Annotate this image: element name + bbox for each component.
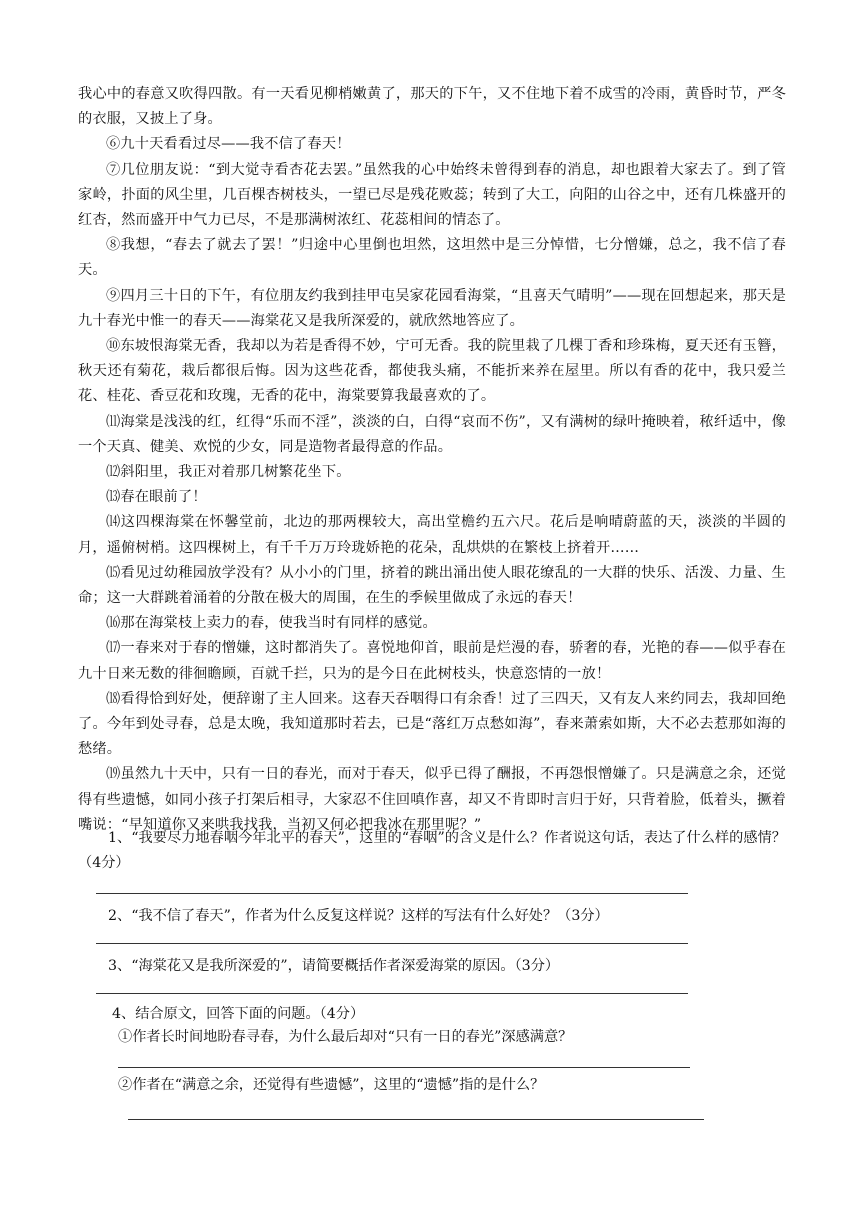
- question-2: [78, 904, 786, 929]
- question-4-part-1: ①作者长时间地盼春寻春，为什么最后却对“只有一日的春光”深感满意？: [118, 1029, 573, 1045]
- question-1-text: 1、“我要尽力地春咽今年北平的春天”，这里的“春咽”的含义是什么？作者说这句话，表达了什么样的感情？（4分）: [78, 830, 786, 872]
- passage-paragraph-6: ⑥九十天看看过尽——我不信了春天！: [106, 136, 351, 153]
- passage-paragraph-11: ⑾海棠是浅浅的红，红得“乐而不淫”，淡淡的白，白得“哀而不伤”，又有满树的绿叶掩映着，秾纤适中，像一个天真、健美、欢悦的少女，同是造物者最得意的作品。: [78, 413, 786, 455]
- answer-line-1[interactable]: [96, 893, 688, 894]
- passage-paragraph-18: ⒅看得恰到好处，便辞谢了主人回来。这春天吞咽得口有余香！过了三四天，又有友人来约同去，我却回绝了。今年到处寻春，总是太晚，我知道那时若去，已是“落红万点愁如海”，春来萧索如斯，大不必去惹那如海的愁绪。: [78, 690, 786, 758]
- passage-paragraph-14: ⒁这四棵海棠在怀馨堂前，北边的那两棵较大，高出堂檐约五六尺。花后是响晴蔚蓝的天，淡淡的半圆的月，遥俯树梢。这四棵树上，有千千万万玲珑娇艳的花朵，乱烘烘的在繁枝上挤着开……: [78, 514, 786, 556]
- passage-paragraph-9: ⑨四月三十日的下午，有位朋友约我到挂甲屯吴家花园看海棠，“且喜天气晴明”——现在回想起来，那天是九十春光中惟一的春天——海棠花又是我所深爱的，就欣然地答应了。: [78, 287, 786, 329]
- reading-passage: [78, 82, 786, 838]
- question-4-text: 4、结合原文，回答下面的问题。（4分）: [112, 1006, 365, 1022]
- passage-paragraph-16: ⒃那在海棠枝上卖力的春，使我当时有同样的感觉。: [106, 615, 437, 632]
- question-4: [78, 1002, 786, 1027]
- question-2-text: 2、“我不信了春天”，作者为什么反复这样说？这样的写法有什么好处？（3分）: [108, 908, 609, 924]
- passage-paragraph-continued: 我心中的春意又吹得四散。有一天看见柳梢嫩黄了，那天的下午，又不住地下着不成雪的冷雨，黄昏时节，严冬的衣服，又披上了身。: [78, 86, 786, 128]
- passage-paragraph-12: ⑿斜阳里，我正对着那几树繁花坐下。: [106, 464, 351, 481]
- answer-line-2[interactable]: [96, 943, 688, 944]
- answer-line-3[interactable]: [96, 993, 688, 994]
- answer-line-4-1[interactable]: [118, 1067, 690, 1068]
- question-3: [78, 954, 786, 979]
- passage-paragraph-17: ⒄一春来对于春的憎嫌，这时都消失了。喜悦地仰首，眼前是烂漫的春，骄奢的春，光艳的春——似乎春在九十日来无数的徘徊瞻顾，百就千拦，只为的是今日在此树枝头，快意恣情的一放！: [78, 640, 786, 682]
- passage-paragraph-15: ⒂看见过幼稚园放学没有？从小小的门里，挤着的跳出涌出使人眼花缭乱的一大群的快乐、活泼、力量、生命；这一大群跳着涌着的分散在极大的周围，在生的季候里做成了永远的春天！: [78, 564, 786, 607]
- answer-line-4-2[interactable]: [128, 1119, 704, 1120]
- passage-paragraph-13: ⒀春在眼前了！: [106, 489, 207, 506]
- passage-paragraph-19: ⒆虽然九十天中，只有一日的春光，而对于春天，似乎已得了酬报，不再怨恨憎嫌了。只是满意之余，还觉得有些遗憾，如同小孩子打架后相寻，大家忍不住回嗔作喜，却又不肯即时言归于好，只背着脸，低着头，撅着嘴说：“早知道你又来哄我找我，当初又何必把我冰在那里呢？”: [78, 766, 786, 833]
- passage-paragraph-8: ⑧我想，“春去了就去了罢！”归途中心里倒也坦然，这坦然中是三分悼惜，七分憎嫌，总之，我不信了春天。: [78, 237, 786, 279]
- question-1: [78, 826, 786, 876]
- passage-paragraph-7: ⑦几位朋友说：“到大觉寺看杏花去罢。”虽然我的心中始终未曾得到春的消息，却也跟着大家去了。到了管家岭，扑面的风尘里，几百棵杏树枝头，一望已尽是残花败蕊；转到了大工，向阳的山谷之中，还有几株盛开的红杏，然而盛开中气力已尽，不是那满树浓红、花蕊相间的情态了。: [78, 161, 786, 229]
- question-4-part-2: ②作者在“满意之余，还觉得有些遗憾”，这里的“遗憾”指的是什么？: [118, 1077, 545, 1093]
- passage-paragraph-10: ⑩东坡恨海棠无香，我却以为若是香得不妙，宁可无香。我的院里栽了几棵丁香和珍珠梅，夏天还有玉簪，秋天还有菊花，栽后都很后悔。因为这些花香，都使我头痛，不能折来养在屋里。所以有香的花中，我只爱兰花、桂花、香豆花和玫瑰，无香的花中，海棠要算我最喜欢的了。: [78, 338, 786, 405]
- question-3-text: 3、“海棠花又是我所深爱的”，请简要概括作者深爱海棠的原因。（3分）: [108, 958, 560, 974]
